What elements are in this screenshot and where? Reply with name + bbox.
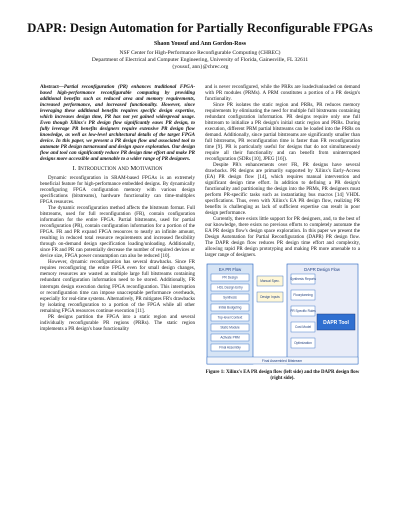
paragraph: PR designs partition the FPGA into a static region and several individually reconfigurable PR regions (PRRs). The static region implements a PR design's base functionality xyxy=(40,313,195,332)
paragraph: However, dynamic reconfiguration has several drawbacks. Since FR requires reconfiguring the entire FPGA even for small design changes, memory resources are wasted as multiple large full bitstreams containing redundant configuration information need to be stored. Additionally, FR interrupts design execution during FPGA reconfiguration. This interruption or reconfiguration time can impose unacceptable performance overheads, especially for real-time systems. Alternatively, PR mitigates FR's drawbacks by isolating reconfiguration to a portion of the FPGA while all other remaining FPGA resources continue execution [11]. xyxy=(40,259,195,314)
bottom-label: Final Assembled Bitstream xyxy=(261,359,303,364)
mid-step-label: Manual Spec. xyxy=(260,279,280,284)
ea-step-label: PR Design xyxy=(222,276,238,281)
dapr-step-label: PR Specific Rules xyxy=(290,309,316,314)
dapr-step-label: Cost Model xyxy=(294,325,312,330)
paper-title: DAPR: Design Automation for Partially Reconfigurable FPGAs xyxy=(27,21,373,35)
flow-diagram xyxy=(205,262,360,366)
authors: Shaon Yousuf and Ann Gordon-Ross xyxy=(153,41,247,47)
affiliation-line-2: Department of Electrical and Computer Engineering, University of Florida, Gainesville, FL 32611 xyxy=(91,57,309,63)
abstract-lead: Abstract— xyxy=(40,84,64,90)
section-heading: I. Introduction and Motivation xyxy=(72,165,163,173)
ea-step-label: Synthesis xyxy=(223,296,237,301)
paragraph: The dynamic reconfiguration method affects the bitstream format. Full bitstreams, used for full reconfiguration (FR), contain configuration information for the entire FPGA. Partial bitstreams, used for partial reconfiguration (PR), contain configuration information for a portion of the FPGA. FR and PR expand FPGA resources to nearly an infinite amount, resulting in reduced total resource requirements and increased flexibility through on-demand design specification loading/unloading. Additionally, since FR and PR can potentially decrease the number of required devices or device size, FPGA power consumption can also be reduced [10]. xyxy=(40,205,195,260)
dapr-tool-label: DAPR Tool xyxy=(323,320,349,327)
dapr-step-label: Synthesis Reports xyxy=(290,277,316,282)
paragraph: Despite PR's enhancements over FR, PR designs have several drawbacks. PR designs are primarily supported by Xilinx's Early-Access (EA) PR design flow [14], which requires manual intervention and significant design time effort. In addition to defining a PR design's functionality and partitioning the design into the PRMs, PR designers must perform PR-specific tasks such as instantiating bus macros [14] VHDL specifications. Thus, even with Xilinx's EA PR design flow, realizing PR benefits is challenging as lack of sufficient expertise can result in poor design performance. xyxy=(205,162,360,217)
paragraph: and is never reconfigured, while the PRRs are loaded/unloaded on demand with PR modules (PRMs). A PRM constitutes a portion of a PR design's functionality. xyxy=(205,84,360,103)
ea-step-label: Final Assembly xyxy=(219,346,241,351)
affiliation-line-1: NSF Center for High-Performance Reconfigurable Computing (CHREC) xyxy=(119,50,281,56)
abstract-text: Partial reconfiguration (PR) enhances traditional FPGA-based high-performance reconfigurable computing by providing additional benefits such as reduced area and memory requirements, increased performance, and increased functionality. However, since leveraging these additional benefits requires specific design expertise, which increases design time, PR has not yet gained widespread usage. Even though Xilinx's PR design flow significantly eases PR design, to fully leverage PR benefits designers require extensive PR design flow knowledge, as well as low-level architectural details of the target FPGA device. In this paper, we present a PR design flow and associated tool to automate PR design turnaround and design space exploration. Our design flow and tool can significantly reduce PR design time effort and make PR designs more accessible and amenable to a wider range of PR designers. xyxy=(40,84,195,163)
dapr-step-label: Optimization xyxy=(294,341,312,346)
left-column xyxy=(40,84,195,332)
figure-1 xyxy=(205,262,360,382)
ea-step-label: Activate PRM xyxy=(220,336,240,341)
figure-caption: Figure 1: Xilinx's EA PR design flow (left side) and the DAPR design flow (right side). xyxy=(205,370,360,382)
abstract xyxy=(40,84,195,162)
dapr-flow-title: DAPR Design Flow xyxy=(304,267,340,273)
ea-step-label: Static Module xyxy=(220,326,240,331)
ea-step-label: HDL Design Entry xyxy=(217,286,243,291)
author-emails: {yousuf, ann}@chrec.org xyxy=(171,64,229,70)
right-column xyxy=(205,84,360,382)
ea-step-label: Top-level Context xyxy=(217,316,243,321)
ea-flow-title: EA PR Flow xyxy=(218,267,242,273)
ea-step-label: Initial Budgeting xyxy=(218,306,242,311)
paragraph: Dynamic reconfiguration in SRAM-based FPGAs is an extremely beneficial feature for high-performance embedded designs. By dynamically reconfiguring FPGA configuration memory with various design specifications (bitstreams), hardware functionality can time-multiplex FPGA resources. xyxy=(40,175,195,206)
paragraph: Since PR isolates the static region and PRRs, PR reduces memory requirements by eliminating the need for multiple full bitstreams containing redundant configuration information. PR designs require only one full bitstream to initialize a PR design's initial static region and PRRs. During execution, different PRM partial bitstreams can be loaded into the PRRs on demand. Additionally, since partial bitstreams are significantly smaller than full bitstreams, PR reconfiguration time is faster than FR reconfiguration time [9]. PR is particularly useful for designs that do not simultaneously require all their functionality and can benefit from uninterrupted reconfiguration (SDRs [10], JPEG [16]). xyxy=(205,102,360,163)
paragraph: Currently, there exists little support for PR designers, and, to the best of our knowledge, there exists no previous efforts to completely automate the EA PR design flow's design space exploration. In this paper we present the Design Automation for Partial Reconfiguration (DAPR) PR design flow. The DAPR design flow reduces PR design time effort and complexity, allowing rapid PR design prototyping and making PR more amenable to a larger range of designers. xyxy=(205,216,360,259)
dapr-step-label: Floorplanning xyxy=(293,293,313,298)
mid-step-label: Design Inputs xyxy=(260,295,280,300)
